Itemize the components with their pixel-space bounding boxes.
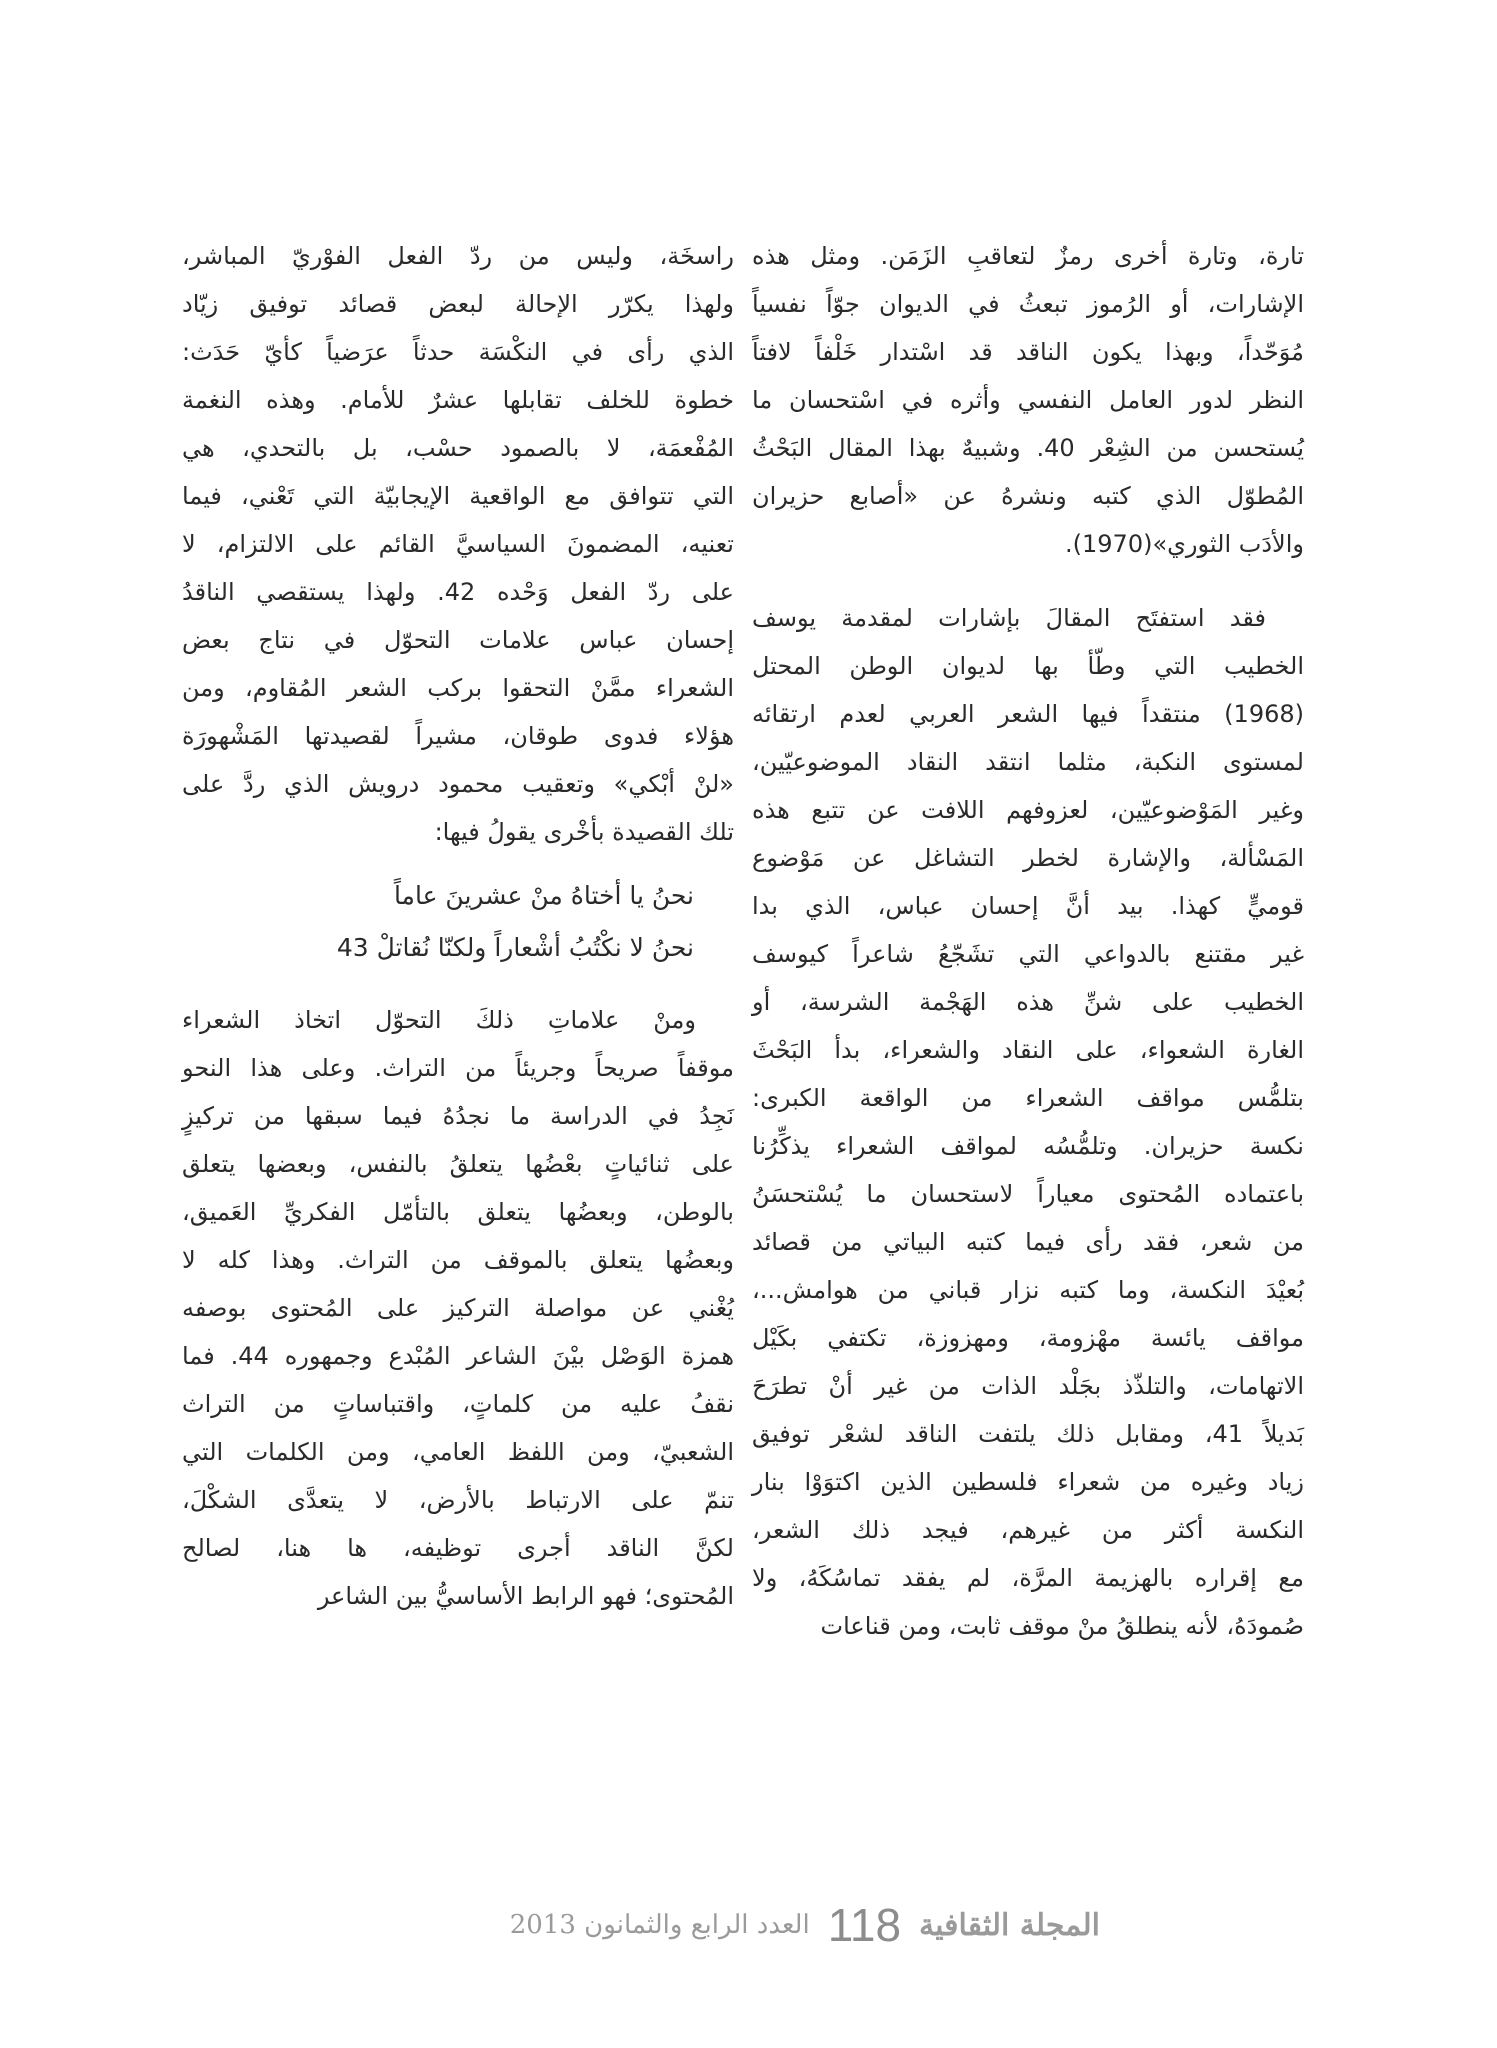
text-line: فقد استفتَح المقالَ بإشارات لمقدمة يوسف [752,604,1266,632]
text-line: زياد وغيره من شعراء فلسطين الذين اكتوَوْا بنار [752,1468,1304,1496]
text-line: المُحتوى؛ فهو الرابط الأساسيُّ بين الشاعر [317,1582,734,1610]
text-line: النكسة أكثر من غيرهم، فيجد ذلك الشعر، [752,1516,1304,1544]
right-column [752,232,1304,1650]
text-line: هؤلاء فدوى طوقان، مشيراً لقصيدتها المَشْهورَة [182,722,734,750]
text-line: مُوَحّداً، وبهذا يكون الناقد قد اسْتدار خَلْفاً لافتاً [752,338,1304,366]
text-line: التي تتوافق مع الواقعية الإيجابيّة التي تَعْني، فيما [182,482,734,510]
poem-verse: نحنُ لا نكْتُبُ أشْعاراً ولكنّا نُقاتلْ 43 [336,933,694,962]
text-line: نقفُ عليه من كلماتٍ، واقتباساتٍ من التراث [182,1390,734,1418]
paragraph [752,594,1304,1650]
text-line: الشعبيّ، ومن اللفظ العامي، ومن الكلمات التي [182,1438,734,1466]
text-line: لمستوى النكبة، مثلما انتقد النقاد الموضوعيّين، [752,748,1304,776]
poem-verse: نحنُ يا أختاهُ منْ عشرينَ عاماً [393,881,694,910]
text-line: بتلمُّس مواقف الشعراء من الواقعة الكبرى: [752,1084,1304,1112]
text-line: الغارة الشعواء، على النقاد والشعراء، بدأ البَحْثَ [752,1036,1304,1064]
left-column [182,232,734,1620]
text-line: بُعيْدَ النكسة، وما كتبه نزار قباني من هوامش...، [752,1276,1304,1304]
issue-label: العدد الرابع والثمانون 2013 [509,1910,810,1940]
text-line: الذي رأى في النكْسَة حدثاً عرَضياً كأيّ حَدَث: [182,338,734,366]
text-line: (1968) منتقداً فيها الشعر العربي لعدم ارتقائه [752,700,1304,728]
paragraph [752,232,1304,568]
text-line: ولهذا يكرّر الإحالة لبعض قصائد توفيق زيّاد [182,290,734,318]
text-line: النظر لدور العامل النفسي وأثره في اسْتحسان ما [752,386,1304,414]
page-number: 118 [827,1899,902,1951]
text-line: المُطوّل الذي كتبه ونشرهُ عن «أصابع حزيران [752,482,1304,510]
text-line: بالوطن، وبعضُها يتعلق بالتأمّل الفكريِّ العَميق، [182,1198,734,1226]
page-footer [420,1895,1100,1955]
text-line: نكسة حزيران. وتلمُّسُه لمواقف الشعراء يذكِّرُنا [752,1132,1304,1160]
text-line: إحسان عباس علامات التحوّل في نتاج بعض [182,626,734,654]
text-line: تنمّ على الارتباط بالأرض، لا يتعدَّى الشكْلَ، [182,1486,734,1514]
text-line: بَديلاً 41، ومقابل ذلك يلتفت الناقد لشعْر توفيق [752,1420,1305,1448]
text-line: يُستحسن من الشِعْر 40. وشبيهٌ بهذا المقال البَحْثُ [752,434,1305,462]
text-line: موقفاً صريحاً وجريئاً من التراث. وعلى هذا النحو [182,1054,734,1082]
text-line: همزة الوَصْل بيْنَ الشاعر المُبْدع وجمهوره 44. فما [182,1342,734,1370]
text-line: وغير المَوْضوعيّين، لعزوفهم اللافت عن تتبع هذه [752,796,1304,824]
text-line: نَجِدُ في الدراسة ما نجدُهُ فيما سبقها من تركيزٍ [182,1102,734,1130]
text-line: الاتهامات، والتلذّذ بجَلْد الذات من غير أنْ تطرَحَ [752,1372,1304,1400]
text-line: على ردّ الفعل وَحْده 42. ولهذا يستقصي الناقدُ [182,578,734,606]
text-line: على ثنائياتٍ بعْضُها يتعلقُ بالنفس، وبعضها يتعلق [182,1150,734,1178]
paragraph [182,232,734,856]
text-line: المُفْعمَة، لا بالصمود حسْب، بل بالتحدي، هي [182,434,734,462]
text-line: باعتماده المُحتوى معياراً لاستحسان ما يُسْتحسَنُ [752,1180,1304,1208]
text-line: من شعر، فقد رأى فيما كتبه البياتي من قصائد [752,1228,1304,1256]
text-line: تارة، وتارة أخرى رمزٌ لتعاقبِ الزَمَن. ومثل هذه [752,242,1304,270]
text-line: الإشارات، أو الرُموز تبعثُ في الديوان جوّاً نفسياً [752,290,1304,318]
magazine-name: المجلة الثقافية [919,1907,1100,1943]
text-line: راسخَة، وليس من ردّ الفعل الفوْريّ المباشر، [182,242,734,270]
text-line: مواقف يائسة مهْزومة، ومهزوزة، تكتفي بكَيْل [752,1324,1304,1352]
text-line: مع إقراره بالهزيمة المرَّة، لم يفقد تماسُكَهُ، ولا [752,1564,1304,1592]
text-line: المَسْألة، والإشارة لخطر التشاغل عن مَوْضوع [752,844,1304,872]
paragraph [182,996,734,1620]
text-line: تلك القصيدة بأخْرى يقولُ فيها: [434,818,734,846]
text-line: تعنيه، المضمونَ السياسيَّ القائم على الالتزام، لا [182,530,734,558]
text-line: الخطيب التي وطّأ بها لديوان الوطن المحتل [752,652,1304,680]
text-line: «لنْ أبْكي» وتعقيب محمود درويش الذي ردَّ على [182,770,734,798]
text-line: الخطيب على شنِّ هذه الهَجْمة الشرسة، أو [752,988,1304,1016]
text-line: صُمودَهُ، لأنه ينطلقُ منْ موقف ثابت، ومن قناعات [820,1612,1304,1640]
text-line: وبعضُها يتعلق بالموقف من التراث. وهذا كله لا [182,1246,734,1274]
text-line: غير مقتنع بالدواعي التي تشَجّعُ شاعراً كيوسف [752,940,1304,968]
text-line: والأدَب الثوري»(1970). [1065,530,1304,558]
text-line: الشعراء ممَّنْ التحقوا بركب الشعر المُقاوم، ومن [182,674,734,702]
text-line: قوميٍّ كهذا. بيد أنَّ إحسان عباس، الذي بدا [752,892,1304,920]
text-line: لكنَّ الناقد أجرى توظيفه، ها هنا، لصالح [182,1534,734,1562]
text-line: يُغْني عن مواصلة التركيز على المُحتوى بوصفه [182,1294,734,1322]
text-line: ومنْ علاماتِ ذلكَ التحوّل اتخاذ الشعراء [182,1006,696,1034]
text-line: خطوة للخلف تقابلها عشرٌ للأمام. وهذه النغمة [182,386,734,414]
